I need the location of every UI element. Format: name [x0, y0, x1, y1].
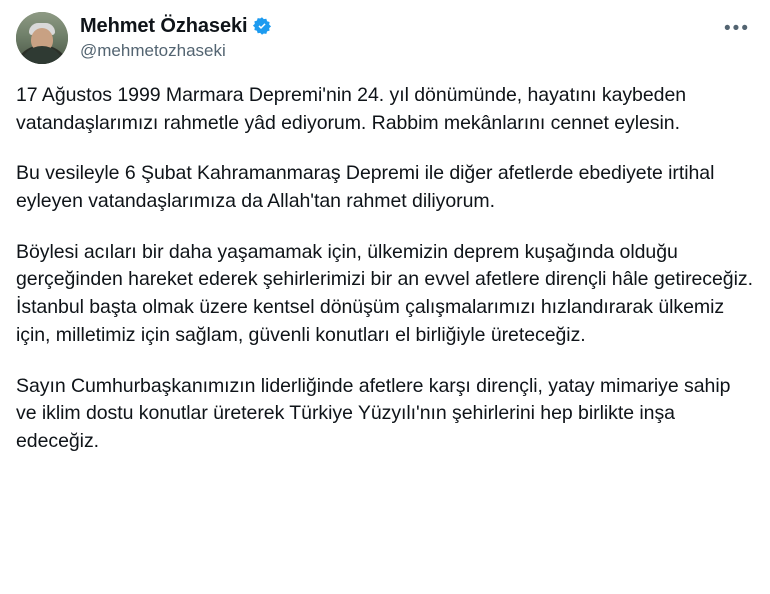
more-options-icon[interactable]: ••• [724, 17, 750, 39]
display-name-row [80, 14, 272, 38]
author-display-name[interactable]: Mehmet Özhaseki [80, 15, 248, 37]
tweet-paragraph: Böylesi acıları bir daha yaşamamak için, ülkemizin deprem kuşağında olduğu gerçeğinden hareket ederek şehirlerimizi bir an evvel afetlere dirençli hâle getireceğiz. İstanbul başta olmak üzere kentsel dönüşüm çalışmalarımızı hızlandırarak ülkemiz için, milletimiz için sağlam, güvenli konutları el birliğiyle üreteceğiz. [16, 240, 753, 346]
tweet-paragraph: Sayın Cumhurbaşkanımızın liderliğinde afetlere karşı dirençli, yatay mimariye sahip ve iklim dostu konutlar üreterek Türkiye Yüzyılı'nın şehirlerini hep birlikte inşa edeceğiz. [16, 374, 731, 452]
tweet-paragraph: 17 Ağustos 1999 Marmara Depremi'nin 24. yıl dönümünde, hayatını kaybeden vatandaşlarımızı rahmetle yâd ediyorum. Rabbim mekânlarını cennet eylesin. [16, 84, 687, 134]
verified-badge-icon [252, 16, 272, 36]
author-handle[interactable]: @mehmetozhaseki [80, 41, 226, 60]
author-info [80, 12, 272, 61]
avatar[interactable] [16, 12, 68, 64]
tweet-paragraph: Bu vesileyle 6 Şubat Kahramanmaraş Depremi ile diğer afetlerde ebediyete irtihal eyleyen vatandaşlarımıza da Allah'tan rahmet diliyorum. [16, 162, 715, 213]
tweet-text [16, 82, 754, 456]
tweet-header [16, 8, 754, 64]
